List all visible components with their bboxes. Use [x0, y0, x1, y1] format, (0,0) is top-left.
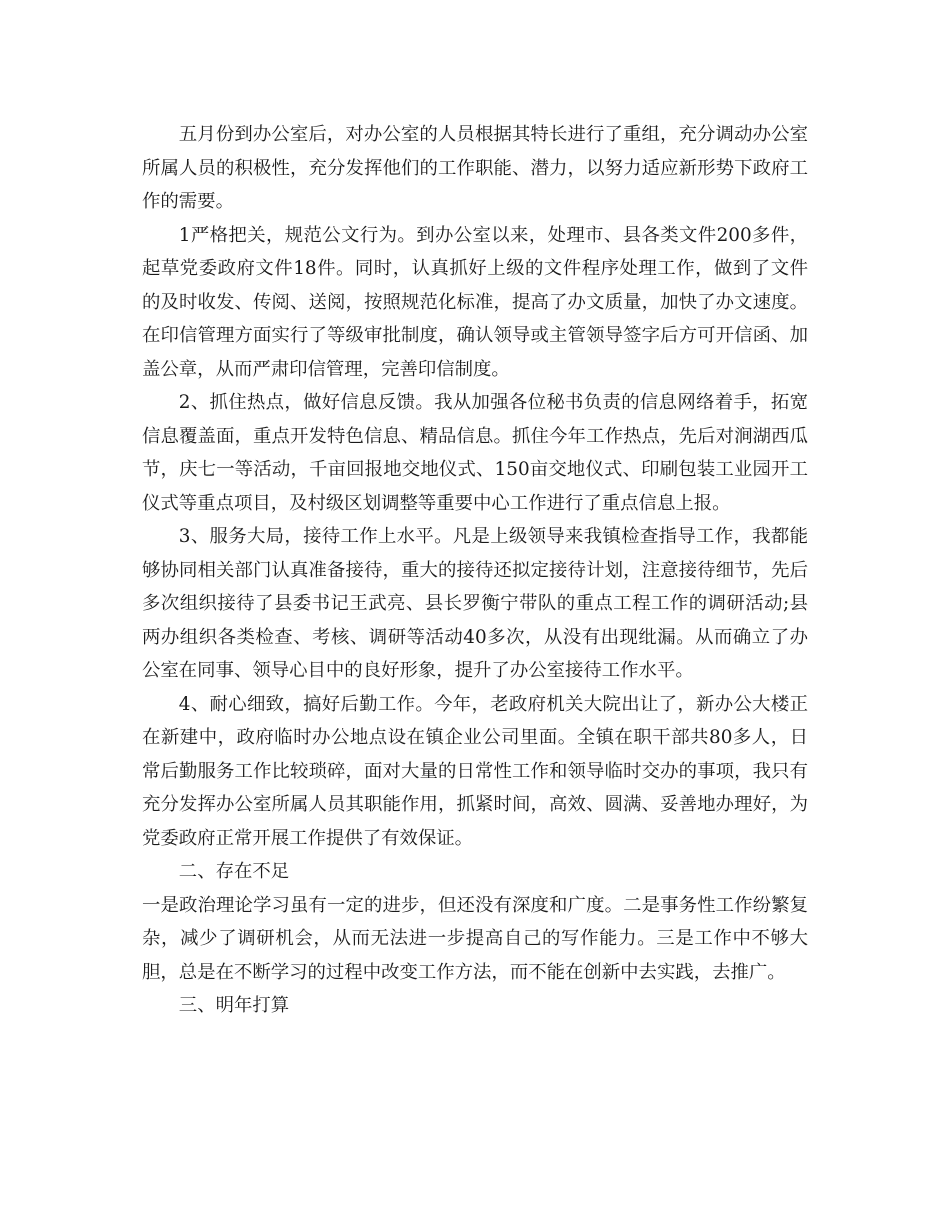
paragraph-document-handling: 1严格把关，规范公文行为。到办公室以来，处理市、县各类文件200多件，起草党委政府文件18件。同时，认真抓好上级的文件程序处理工作，做到了文件的及时收发、传阅、送阅，按照规范化标准，提高了办文质量，加快了办文速度。在印信管理方面实行了等级审批制度，确认领导或主管领导签字后方可开信函、加盖公章，从而严肃印信管理，完善印信制度。	[142, 224, 808, 380]
paragraph-reception-work: 3、服务大局，接待工作上水平。凡是上级领导来我镇检查指导工作，我都能够协同相关部门认真准备接待，重大的接待还拟定接待计划，注意接待细节，先后多次组织接待了县委书记王武亮、县长罗衡宁带队的重点工程工作的调研活动;县两办组织各类检查、考核、调研等活动40多次，从没有出现纰漏。从而确立了办公室在同事、领导心目中的良好形象，提升了办公室接待工作水平。	[142, 526, 808, 681]
paragraph-shortcomings: 一是政治理论学习虽有一定的进步，但还没有深度和广度。二是事务性工作纷繁复杂，减少了调研机会，从而无法进一步提高自己的写作能力。三是工作中不够大胆，总是在不断学习的过程中改变工作方法，而不能在创新中去实践，去推广。	[142, 894, 808, 983]
paragraph-logistics-work: 4、耐心细致，搞好后勤工作。今年，老政府机关大院出让了，新办公大楼正在新建中，政府临时办公地点设在镇企业公司里面。全镇在职干部共80多人，日常后勤服务工作比较琐碎，面对大量的日常性工作和领导临时交办的事项，我只有充分发挥办公室所属人员其职能作用，抓紧时间，高效、圆满、妥善地办理好，为党委政府正常开展工作提供了有效保证。	[142, 693, 808, 849]
paragraph-information-feedback: 2、抓住热点，做好信息反馈。我从加强各位秘书负责的信息网络着手，拓宽信息覆盖面，重点开发特色信息、精品信息。抓住今年工作热点，先后对涧湖西瓜节，庆七一等活动，千亩回报地交地仪式、150亩交地仪式、印刷包装工业园开工仪式等重点项目，及村级区划调整等重要中心工作进行了重点信息上报。	[142, 392, 808, 514]
section-heading-next-year-plan: 三、明年打算	[178, 995, 290, 1016]
section-heading-shortcomings: 二、存在不足	[178, 861, 290, 882]
paragraph-intro: 五月份到办公室后，对办公室的人员根据其特长进行了重组，充分调动办公室所属人员的积极性，充分发挥他们的工作职能、潜力，以努力适应新形势下政府工作的需要。	[142, 124, 808, 212]
document-body	[142, 118, 808, 1023]
